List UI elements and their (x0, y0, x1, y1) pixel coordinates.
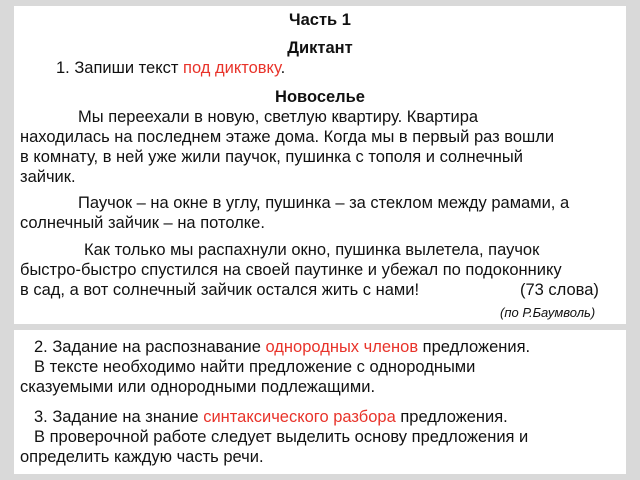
text-title: Новоселье (275, 88, 365, 106)
paragraph-line: зайчик. (20, 168, 76, 186)
paragraph-line: Мы переехали в новую, светлую квартиру. Квартира (78, 108, 479, 126)
task-3-highlight: синтаксического разбора (203, 408, 396, 426)
task-1-instruction: 1. Запиши текст под диктовку. (56, 59, 286, 77)
tasks-panel (14, 330, 626, 474)
task-1-highlight: под диктовку (183, 59, 281, 77)
paragraph-line: находилась на последнем этаже дома. Когда мы в первый раз вошли (20, 128, 555, 146)
attribution: (по Р.Баумволь) (500, 305, 596, 320)
task-2-highlight: однородных членов (265, 338, 419, 356)
task-3-description: определить каждую часть речи. (20, 448, 264, 466)
word-count: (73 слова) (520, 281, 599, 299)
task-2-instruction: 2. Задание на распознавание однородных членов предложения. (34, 338, 531, 356)
paragraph-line: быстро-быстро спустился на своей паутинке и убежал по подоконнику (20, 261, 562, 279)
paragraph-line: Паучок – на окне в углу, пушинка – за стеклом между рамами, а (78, 194, 570, 212)
paragraph-line: в сад, а вот солнечный зайчик остался жить с нами! (20, 281, 420, 299)
paragraph-line: в комнату, в ней уже жили паучок, пушинка с тополя и солнечный (20, 148, 523, 166)
task-2-description: сказуемыми или однородными подлежащими. (20, 378, 376, 396)
task-3-description: В проверочной работе следует выделить основу предложения и (34, 428, 529, 446)
dictation-title: Диктант (287, 39, 353, 57)
task-3-instruction: 3. Задание на знание синтаксического разбора предложения. (34, 408, 508, 426)
paragraph-line: солнечный зайчик – на потолке. (20, 214, 265, 232)
part-title: Часть 1 (289, 11, 351, 29)
paragraph-line: Как только мы распахнули окно, пушинка вылетела, паучок (84, 241, 540, 259)
dictation-panel (14, 6, 626, 324)
task-2-description: В тексте необходимо найти предложение с однородными (34, 358, 476, 376)
